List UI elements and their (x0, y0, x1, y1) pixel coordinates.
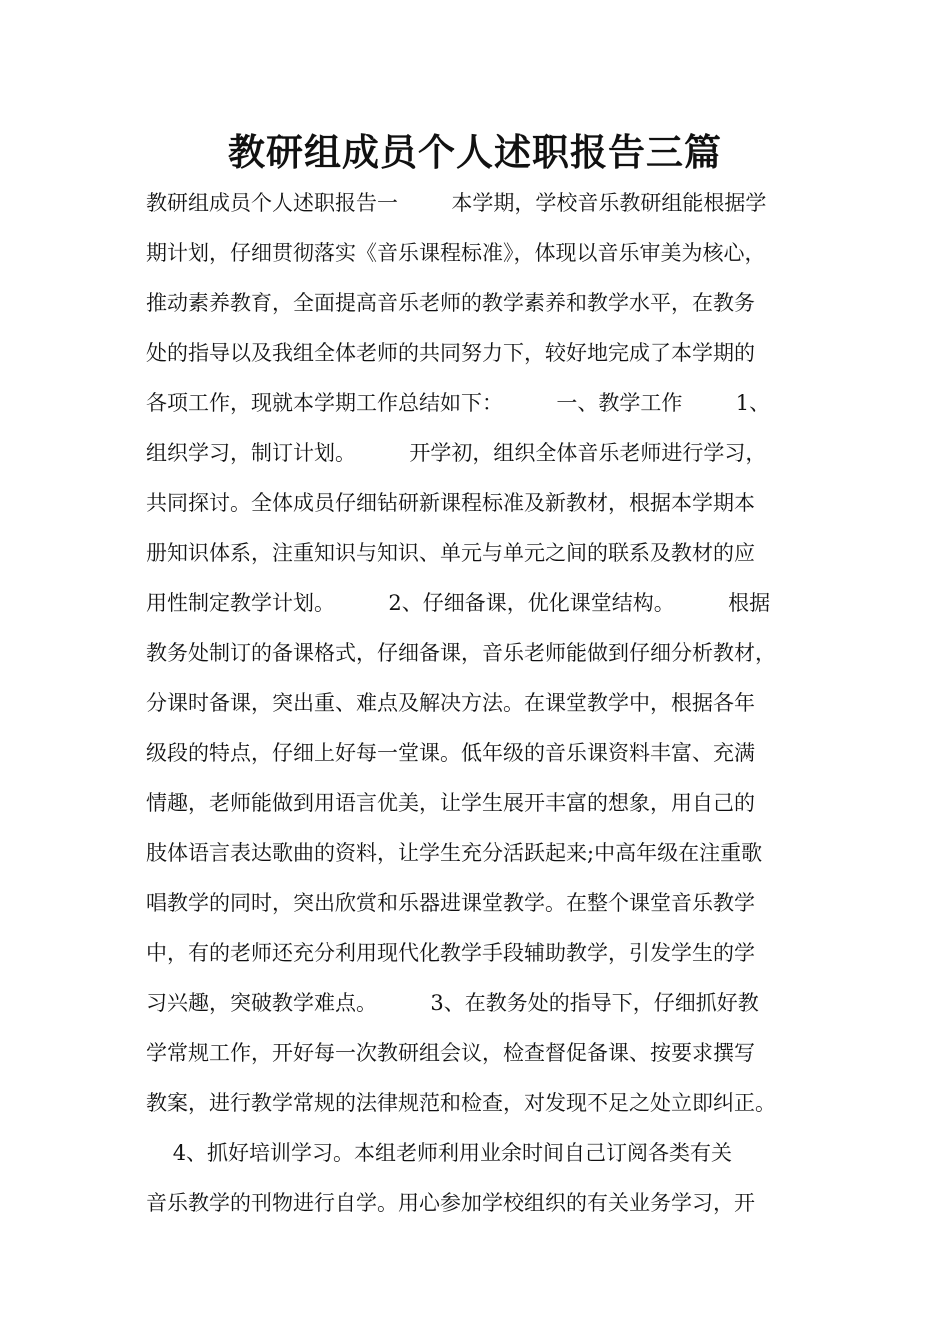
body-line: 处的指导以及我组全体老师的共同努力下，较好地完成了本学期的 (146, 341, 755, 365)
body-line: 唱教学的同时，突出欣赏和乐器进课堂教学。在整个课堂音乐教学 (146, 891, 755, 915)
body-line: 4、抓好培训学习。本组老师利用业余时间自己订阅各类有关 (146, 1141, 733, 1165)
body-line: 期计划，仔细贯彻落实《音乐课程标准》，体现以音乐审美为核心， (146, 241, 766, 265)
body-line: 共同探讨。全体成员仔细钻研新课程标准及新教材，根据本学期本 (146, 491, 755, 515)
body-line: 各项工作，现就本学期工作总结如下： 一、教学工作 1、 (146, 391, 771, 415)
body-line: 音乐教学的刊物进行自学。用心参加学校组织的有关业务学习，开 (146, 1191, 755, 1215)
body-line: 教研组成员个人述职报告一 本学期，学校音乐教研组能根据学 (146, 191, 767, 215)
body-line: 肢体语言表达歌曲的资料，让学生充分活跃起来;中高年级在注重歌 (146, 841, 763, 865)
body-line: 情趣，老师能做到用语言优美，让学生展开丰富的想象，用自己的 (146, 791, 755, 815)
body-line: 推动素养教育，全面提高音乐老师的教学素养和教学水平，在教务 (146, 291, 755, 315)
body-line: 教案，进行教学常规的法律规范和检查，对发现不足之处立即纠正。 (146, 1091, 776, 1115)
body-line: 组织学习，制订计划。 开学初，组织全体音乐老师进行学习， (146, 441, 767, 465)
body-line: 习兴趣，突破教学难点。 3、在教务处的指导下，仔细抓好教 (146, 991, 759, 1015)
body-line: 教务处制订的备课格式，仔细备课，音乐老师能做到仔细分析教材， (146, 641, 776, 665)
document-body (146, 178, 836, 1228)
body-line: 学常规工作，开好每一次教研组会议，检查督促备课、按要求撰写 (146, 1041, 755, 1065)
body-line: 册知识体系，注重知识与知识、单元与单元之间的联系及教材的应 (146, 541, 755, 565)
document-title: 教研组成员个人述职报告三篇 (228, 130, 722, 174)
body-line: 中，有的老师还充分利用现代化教学手段辅助教学，引发学生的学 (146, 941, 755, 965)
body-line: 级段的特点，仔细上好每一堂课。低年级的音乐课资料丰富、充满 (146, 741, 755, 765)
body-line: 用性制定教学计划。 2、仔细备课，优化课堂结构。 根据 (146, 591, 771, 615)
body-line: 分课时备课，突出重、难点及解决方法。在课堂教学中，根据各年 (146, 691, 755, 715)
